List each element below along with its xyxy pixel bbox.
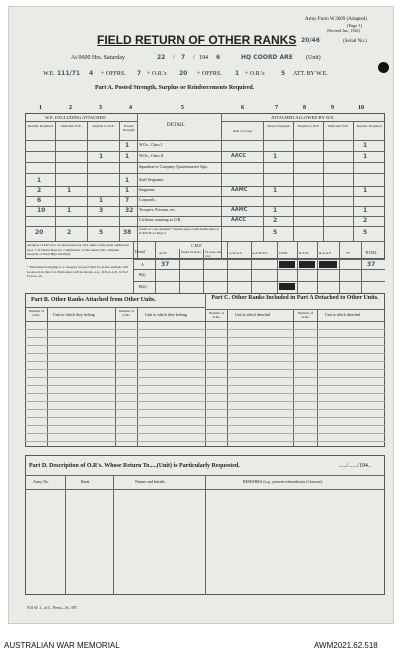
analysis-col-header: Under 19 Years xyxy=(181,250,201,254)
col-number: 4 xyxy=(129,105,132,111)
att-label: ATT. BY W.E. xyxy=(293,71,328,77)
rule xyxy=(263,121,264,241)
part-c-col-header: Number of O.Rs. xyxy=(208,311,225,319)
unit-label: (Unit) xyxy=(306,55,321,61)
cell-c10: 1 xyxy=(363,187,368,194)
ruled-line xyxy=(25,441,385,442)
col-number: 6 xyxy=(241,105,244,111)
row-detail: Staff Sergeants. xyxy=(139,177,165,182)
analysis-total-value: 37 xyxy=(367,261,376,268)
part-b-title: Part B. Other Ranks Attached from Other Units. xyxy=(31,297,156,303)
ruled-line xyxy=(25,425,385,426)
page-ref: (Page 1) xyxy=(347,23,363,28)
cell-c1: 1 xyxy=(37,177,42,184)
total-c10: 5 xyxy=(363,229,368,236)
rule xyxy=(221,121,385,122)
part-d-col-header: REMARKS (e.g., present whereabouts if known). xyxy=(243,479,323,484)
cmf-label: C.M.F. xyxy=(191,243,203,248)
part-d-col-header: Rank xyxy=(81,479,90,484)
redaction-mark xyxy=(279,261,295,268)
rule xyxy=(133,281,385,282)
col-number: 10 xyxy=(358,105,364,111)
rule xyxy=(205,475,206,595)
rule xyxy=(179,249,180,293)
row-detail: Troopers, Privates, etc. xyxy=(139,207,176,212)
unit-value: HQ COORD ARE xyxy=(241,54,293,61)
archive-name: AUSTRALIAN WAR MEMORIAL xyxy=(4,641,120,650)
rule xyxy=(205,293,206,447)
rule xyxy=(339,241,340,293)
ors2-value: 5 xyxy=(281,70,286,77)
part-d-col-header: Names and Initials xyxy=(135,479,165,484)
cell-c2: 1 xyxy=(67,207,72,214)
total-c7: 5 xyxy=(273,229,278,236)
form-ref: Army Form W.3009 (Adapted) xyxy=(305,17,367,22)
ruled-line xyxy=(25,393,385,394)
ruled-line xyxy=(25,369,385,370)
col-number: 5 xyxy=(181,105,184,111)
ruled-line xyxy=(25,345,385,346)
serial-number: 20/46 xyxy=(301,37,320,44)
archive-footer xyxy=(0,640,403,653)
analysis-col-header: R.A.N. xyxy=(299,251,310,255)
rule xyxy=(323,121,324,241)
ruled-line xyxy=(25,337,385,338)
row-rule xyxy=(25,151,385,152)
rule xyxy=(227,241,228,293)
rule xyxy=(297,241,298,293)
analysis-col-header: ** xyxy=(346,251,350,256)
rule xyxy=(353,121,354,241)
ors-value: 20 xyxy=(179,70,188,77)
analysis-col-header: 19 years and over xyxy=(205,250,222,258)
analysis-col-header: A.I.F. xyxy=(159,251,167,255)
analysis-note: * Personnel belonging to a category not provided for in the analysis will be shown in this Col. Particulars will be shown, e.g., R.N.Z.A.F., in N.Z. Forces, etc. xyxy=(27,265,129,278)
part-a-title: Part A. Posted Strength, Surplus or Reinforcements Required. xyxy=(95,85,255,91)
cell-c4: 1 xyxy=(125,153,130,160)
col-header: Arm or Corps xyxy=(232,129,253,133)
col-number: 2 xyxy=(69,105,72,111)
part-b-col-header: Unit to which they belong xyxy=(145,312,187,317)
cell-c7: 1 xyxy=(273,153,278,160)
cell-c4: 1 xyxy=(125,177,130,184)
col-header: Posted Strength xyxy=(267,124,290,128)
col-number: 3 xyxy=(99,105,102,111)
we-part-value: 4 xyxy=(89,70,94,77)
part-d-col-header: Army No. xyxy=(33,479,50,484)
year-suffix: 6 xyxy=(216,54,221,61)
row-detail: Squadron or Company Quartermaster Sgts. xyxy=(139,164,208,169)
cell-c3: 3 xyxy=(99,207,104,214)
rule xyxy=(119,121,120,241)
cell-c6: AACC xyxy=(231,217,247,223)
right-group-header: ATTACHED ALLOWED BY W.E. xyxy=(271,115,335,120)
rule xyxy=(133,259,385,260)
analysis-detail-label: Detail xyxy=(135,249,145,254)
we-label: W.E. xyxy=(43,71,55,77)
ruled-line xyxy=(25,417,385,418)
cell-c3: 1 xyxy=(99,197,104,204)
row-detail: Civilians counting as O.R. xyxy=(139,217,182,222)
row-rule xyxy=(25,196,385,197)
date-separator-1: / xyxy=(173,55,175,61)
rule xyxy=(203,249,204,293)
part-b-col-header: Number of O.Rs. xyxy=(28,309,45,317)
part-d-date-tail: ...../....../194.. xyxy=(339,463,371,469)
cell-c4: 32 xyxy=(125,207,134,214)
totals-detail: Totals of cols. marked * should agree with details shown in Part B on Page 2 xyxy=(139,227,219,235)
cell-c6: AACC xyxy=(231,153,247,159)
row-rule xyxy=(25,162,385,163)
rule xyxy=(155,241,156,293)
cell-c7: 1 xyxy=(273,187,278,194)
cell-c10: 1 xyxy=(363,207,368,214)
ruled-line xyxy=(25,377,385,378)
rule xyxy=(25,121,137,122)
redaction-mark xyxy=(319,261,337,268)
rule xyxy=(133,241,134,293)
col-number: 8 xyxy=(303,105,306,111)
cell-c7: 2 xyxy=(273,217,278,224)
analysis-row-label: B(i) xyxy=(139,272,146,277)
ruled-line xyxy=(25,401,385,402)
offrs-value: 7 xyxy=(137,70,142,77)
rule xyxy=(55,121,56,241)
rule xyxy=(133,269,385,270)
rule xyxy=(361,241,362,293)
rule xyxy=(277,241,278,293)
col-header: Deficient W.E. xyxy=(328,124,349,128)
analysis-col-header: CIVIL xyxy=(279,251,289,255)
cell-c4: 1 xyxy=(125,142,130,149)
col-header: Posted Strength xyxy=(122,124,135,132)
archive-reference: AWM2021.62.518 xyxy=(314,641,378,650)
row-rule xyxy=(25,173,385,174)
ors-label: + O.R.'s xyxy=(147,71,167,77)
date-separator-2: / xyxy=(193,55,195,61)
ors2-label: + O.R.'s xyxy=(245,71,265,77)
ruled-line xyxy=(25,409,385,410)
part-c-col-header: Number of O.Rs. xyxy=(297,311,314,319)
day-value: 22 xyxy=(157,54,166,61)
printer-imprint: N.S.W. L. of C. Press—St. 397. xyxy=(27,605,78,610)
part-c-title: Part C. Other Ranks Included in Part A Detached to Other Units. xyxy=(211,295,379,301)
left-group-header: W.E. EXCLUDING ATTACHED xyxy=(45,115,106,120)
cell-c7: 1 xyxy=(273,207,278,214)
offrs-label: + OFFRS. xyxy=(101,71,126,77)
rule xyxy=(113,475,114,595)
cell-c6: AAMC xyxy=(231,207,248,213)
part-c-col-header: Unit to which detached xyxy=(325,313,361,317)
col-header: Surplus to W.E. xyxy=(92,124,115,128)
cell-c4: 1 xyxy=(125,187,130,194)
total-c3: 5 xyxy=(99,229,104,236)
ruled-line xyxy=(25,353,385,354)
cell-c10: 1 xyxy=(363,142,368,149)
analysis-row-label: B(ii) xyxy=(139,284,147,289)
part-c-col-header: Unit to which detached xyxy=(235,313,271,317)
col-number: 7 xyxy=(275,105,278,111)
analysis-col-header: A.W.A.S. xyxy=(229,251,243,255)
col-header: Reinfts. Required xyxy=(357,124,382,128)
year-prefix: 194 xyxy=(199,55,208,61)
col-header: Deficient W.E. xyxy=(61,124,82,128)
cell-c6: AAMC xyxy=(231,187,248,193)
cell-c10: 1 xyxy=(363,153,368,160)
offrs2-value: 1 xyxy=(235,70,240,77)
rule xyxy=(293,121,294,241)
row-rule xyxy=(25,206,385,207)
total-c2: 2 xyxy=(67,229,72,236)
part-d-title: Part D. Description of O.R's. Whose Return To.....(Unit) is Particularly Requested. xyxy=(29,463,240,469)
col-header: Surplus to W.E. xyxy=(297,124,320,128)
cell-c1: 6 xyxy=(37,197,42,204)
form-sheet xyxy=(8,6,394,624)
row-detail: W.Os., Class II. xyxy=(139,153,165,158)
rule xyxy=(251,241,252,293)
cell-c10: 2 xyxy=(363,217,368,224)
analysis-instructions: Analysis of Part A to be shown here by ALL units. Only units outlined in para. 7 of instructions for compilation of this return will complete analysis of Parts B(i) and B(ii). xyxy=(27,243,130,256)
row-detail: Sergeants. xyxy=(139,187,156,192)
cell-c1: 2 xyxy=(37,187,42,194)
rule xyxy=(205,309,385,310)
form-title: FIELD RETURN OF OTHER RANKS xyxy=(97,33,297,47)
col-number: 1 xyxy=(39,105,42,111)
part-b-col-header: Number of O.Rs. xyxy=(118,309,135,317)
we-value: 111/71 xyxy=(57,70,81,77)
analysis-row-label: A xyxy=(141,262,144,267)
row-detail: W.Os., Class I. xyxy=(139,142,163,147)
time-line-label: At 0600 Hrs. Saturday xyxy=(71,55,125,61)
cell-c2: 1 xyxy=(67,187,72,194)
part-b-col-header: Unit to which they belong xyxy=(53,312,95,317)
month-value: 7 xyxy=(181,54,186,61)
serial-label: (Serial No.) xyxy=(343,39,367,44)
rule xyxy=(25,140,385,141)
ruled-line xyxy=(25,385,385,386)
row-rule xyxy=(25,216,385,217)
analysis-col-header: A.A.M.W.S. xyxy=(252,251,268,255)
redaction-mark xyxy=(279,283,295,290)
rule xyxy=(87,121,88,241)
offrs2-label: + OFFRS. xyxy=(197,71,222,77)
punch-hole xyxy=(378,62,389,73)
redaction-mark xyxy=(299,261,315,268)
rule xyxy=(25,321,385,322)
col-number: 9 xyxy=(331,105,334,111)
ruled-line xyxy=(25,361,385,362)
rule xyxy=(65,475,66,595)
revised-date: (Revised Jan., 1942) xyxy=(327,28,360,33)
analysis-col-header: TOTAL xyxy=(365,251,378,255)
ruled-line xyxy=(25,329,385,330)
ruled-line xyxy=(25,433,385,434)
detail-header: DETAIL xyxy=(167,123,185,128)
total-c1: 20 xyxy=(35,229,44,236)
cell-c3: 1 xyxy=(99,153,104,160)
total-c4: 38 xyxy=(123,229,132,236)
analysis-col-header: R.A.A.F. xyxy=(319,251,332,255)
analysis-aif-value: 37 xyxy=(161,261,170,268)
cell-c4: 7 xyxy=(125,197,130,204)
row-rule xyxy=(25,186,385,187)
row-detail: Corporals. xyxy=(139,197,156,202)
rule xyxy=(25,241,385,242)
col-header: Reinfts. Required xyxy=(28,124,53,128)
rule xyxy=(317,241,318,293)
cell-c1: 10 xyxy=(37,207,46,214)
